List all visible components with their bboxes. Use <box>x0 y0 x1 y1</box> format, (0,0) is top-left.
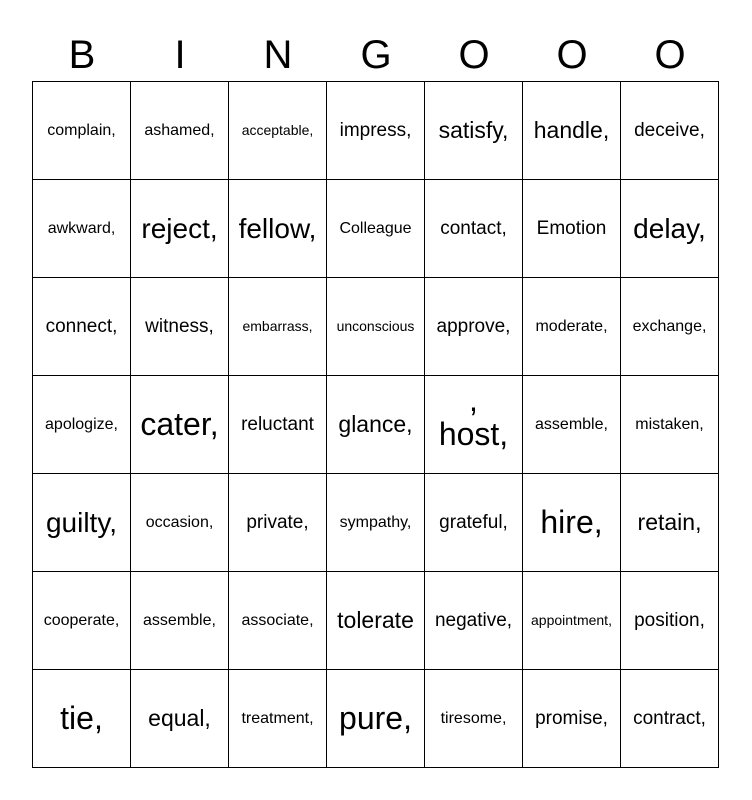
bingo-cell[interactable] <box>33 474 131 572</box>
bingo-cell[interactable] <box>327 572 425 670</box>
bingo-cell[interactable] <box>33 278 131 376</box>
cell-word: delay, <box>633 212 706 244</box>
cell-word: associate, <box>241 611 314 629</box>
header-letter-g: G <box>360 33 392 77</box>
cell-word: , host, <box>438 381 509 452</box>
board-row <box>33 82 719 180</box>
bingo-cell[interactable] <box>131 278 229 376</box>
cell-word: witness, <box>145 315 214 337</box>
cell-word: exchange, <box>632 317 707 335</box>
header-letter-o3: O <box>654 33 686 77</box>
cell-word: grateful, <box>439 511 508 533</box>
bingo-cell[interactable] <box>425 474 523 572</box>
bingo-cell[interactable] <box>229 278 327 376</box>
header-letter-b: B <box>68 33 96 77</box>
bingo-cell[interactable] <box>229 670 327 768</box>
cell-word: contract, <box>633 707 706 729</box>
bingo-cell[interactable] <box>229 180 327 278</box>
cell-word: complain, <box>47 121 116 139</box>
bingo-cell[interactable] <box>425 82 523 180</box>
bingo-cell[interactable] <box>131 572 229 670</box>
cell-word: mistaken, <box>635 415 704 433</box>
bingo-cell[interactable] <box>131 474 229 572</box>
cell-word: impress, <box>339 119 412 141</box>
bingo-cell[interactable] <box>621 474 719 572</box>
bingo-cell[interactable] <box>523 376 621 474</box>
bingo-board <box>32 81 719 768</box>
bingo-cell[interactable] <box>425 572 523 670</box>
bingo-cell[interactable] <box>33 82 131 180</box>
cell-word: equal, <box>148 705 211 731</box>
board-row <box>33 180 719 278</box>
board-row <box>33 572 719 670</box>
cell-word: hire, <box>540 504 603 540</box>
bingo-cell[interactable] <box>523 572 621 670</box>
bingo-cell[interactable] <box>523 670 621 768</box>
cell-word: ashamed, <box>144 121 215 139</box>
board-row <box>33 474 719 572</box>
cell-word: assemble, <box>143 611 216 629</box>
cell-word: glance, <box>338 411 413 437</box>
cell-word: position, <box>634 609 705 631</box>
header-letter-i: I <box>174 33 186 77</box>
bingo-cell[interactable] <box>33 572 131 670</box>
cell-word: deceive, <box>634 119 705 141</box>
cell-word: cater, <box>140 406 219 442</box>
bingo-cell[interactable] <box>621 82 719 180</box>
cell-word: sympathy, <box>339 513 412 531</box>
bingo-cell[interactable] <box>327 180 425 278</box>
cell-word: moderate, <box>535 317 608 335</box>
bingo-cell[interactable] <box>33 670 131 768</box>
bingo-cell[interactable] <box>327 670 425 768</box>
bingo-cell[interactable] <box>229 376 327 474</box>
cell-word: tolerate <box>337 607 414 633</box>
bingo-cell[interactable] <box>131 82 229 180</box>
bingo-cell[interactable] <box>523 82 621 180</box>
bingo-cell[interactable] <box>33 376 131 474</box>
cell-word: occasion, <box>145 513 214 531</box>
bingo-cell[interactable] <box>327 278 425 376</box>
bingo-cell[interactable] <box>425 670 523 768</box>
bingo-cell[interactable] <box>425 278 523 376</box>
bingo-cell[interactable] <box>523 180 621 278</box>
cell-word: Emotion <box>536 217 607 239</box>
board-row <box>33 278 719 376</box>
bingo-cell[interactable] <box>523 474 621 572</box>
cell-word: acceptable, <box>241 121 314 138</box>
cell-word: reluctant <box>241 413 314 435</box>
bingo-cell[interactable] <box>229 474 327 572</box>
header-letter-o2: O <box>556 33 588 77</box>
cell-word: private, <box>246 511 309 533</box>
cell-word: embarrass, <box>242 317 313 334</box>
bingo-cell[interactable] <box>621 278 719 376</box>
cell-word: fellow, <box>238 212 317 244</box>
cell-word: contact, <box>440 217 507 239</box>
cell-word: retain, <box>637 509 702 535</box>
bingo-cell[interactable] <box>229 82 327 180</box>
cell-word: connect, <box>45 315 118 337</box>
cell-word: pure, <box>339 700 412 736</box>
header-letter-n: N <box>263 33 293 77</box>
bingo-cell[interactable] <box>327 376 425 474</box>
bingo-cell[interactable] <box>425 180 523 278</box>
board-row <box>33 670 719 768</box>
cell-word: awkward, <box>47 219 116 237</box>
cell-word: reject, <box>141 212 218 244</box>
cell-word: promise, <box>535 707 608 729</box>
cell-word: tie, <box>60 700 103 736</box>
cell-word: handle, <box>533 117 610 143</box>
header-letter-o1: O <box>458 33 490 77</box>
cell-word: approve, <box>436 315 511 337</box>
board-row <box>33 376 719 474</box>
cell-word: guilty, <box>45 506 118 538</box>
bingo-cell[interactable] <box>131 180 229 278</box>
cell-word: negative, <box>434 609 513 631</box>
bingo-cell[interactable] <box>131 670 229 768</box>
bingo-cell[interactable] <box>621 670 719 768</box>
cell-word: satisfy, <box>438 117 509 143</box>
bingo-cell[interactable] <box>621 572 719 670</box>
cell-word: appointment, <box>531 611 612 628</box>
bingo-cell[interactable] <box>327 82 425 180</box>
bingo-header <box>33 30 719 80</box>
cell-word: Colleague <box>339 219 412 237</box>
cell-word: apologize, <box>45 415 118 433</box>
bingo-cell[interactable] <box>621 180 719 278</box>
cell-word: treatment, <box>241 709 314 727</box>
bingo-cell[interactable] <box>425 376 523 474</box>
cell-word: unconscious <box>336 317 415 334</box>
bingo-cell[interactable] <box>229 572 327 670</box>
bingo-cell[interactable] <box>621 376 719 474</box>
bingo-cell[interactable] <box>131 376 229 474</box>
bingo-cell[interactable] <box>523 278 621 376</box>
cell-word: assemble, <box>535 415 608 433</box>
bingo-cell[interactable] <box>327 474 425 572</box>
cell-word: cooperate, <box>43 611 120 629</box>
bingo-cell[interactable] <box>33 180 131 278</box>
cell-word: tiresome, <box>440 709 507 727</box>
